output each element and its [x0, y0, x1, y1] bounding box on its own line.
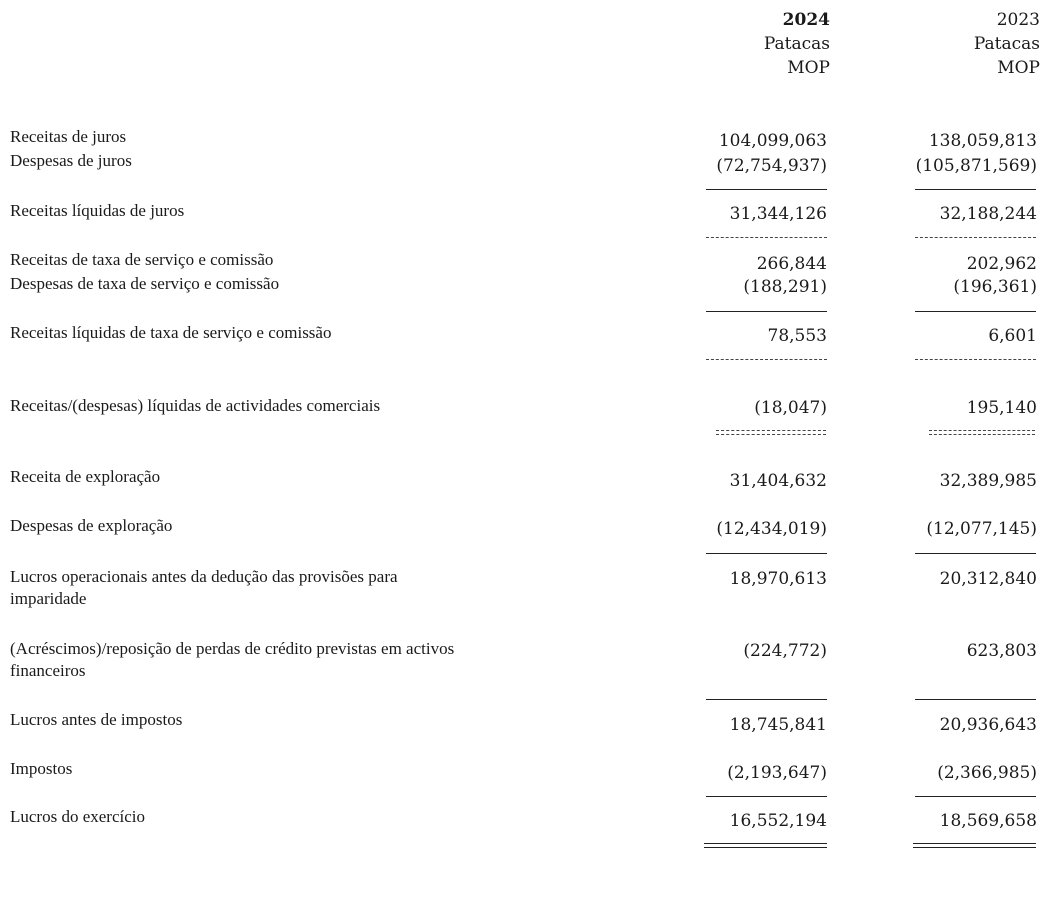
rule-solid: [915, 699, 1036, 700]
header-code-2024: MOP: [787, 58, 830, 78]
row-label-profit-before-tax: Lucros antes de impostos: [10, 710, 183, 729]
value-2024-profit-for-year: 16,552,194: [729, 811, 827, 831]
value-2024-operating-expense: (12,434,019): [716, 519, 827, 539]
value-2023-net-interest-income: 32,188,244: [939, 204, 1037, 224]
column-header-2023: [974, 8, 1040, 80]
value-2023-operating-income: 32,389,985: [939, 471, 1037, 491]
value-2023-net-trading-income: 195,140: [966, 398, 1037, 418]
rule-double-dashed: [716, 430, 826, 435]
row-label-operating-expense: Despesas de exploração: [10, 516, 173, 535]
value-2024-fee-income: 266,844: [756, 254, 827, 274]
value-2024-operating-income: 31,404,632: [729, 471, 827, 491]
value-2023-profit-for-year: 18,569,658: [939, 811, 1037, 831]
rule-double-solid: [913, 843, 1036, 848]
rule-double-solid: [704, 843, 827, 848]
value-2023-fee-expense: (196,361): [953, 277, 1037, 297]
row-label-net-trading-income: Receitas/(despesas) líquidas de actividades comerciais: [10, 396, 381, 415]
row-label-net-fee-income: Receitas líquidas de taxa de serviço e comissão: [10, 323, 332, 342]
rule-solid: [706, 553, 827, 554]
header-currency-2023: Patacas: [973, 34, 1040, 54]
row-label-taxes: Impostos: [10, 759, 73, 778]
value-2023-fee-income: 202,962: [966, 254, 1037, 274]
value-2024-operating-profit: 18,970,613: [729, 569, 827, 589]
value-2024-fee-expense: (188,291): [743, 277, 827, 297]
value-2023-net-fee-income: 6,601: [988, 326, 1037, 346]
value-2024-interest-expense: (72,754,937): [716, 156, 827, 176]
row-label-fee-income: Receitas de taxa de serviço e comissão: [10, 250, 274, 269]
row-label-fee-expense: Despesas de taxa de serviço e comissão: [10, 274, 280, 293]
rule-solid: [915, 311, 1036, 312]
row-label-interest-expense: Despesas de juros: [10, 151, 132, 170]
value-2023-operating-profit: 20,312,840: [939, 569, 1037, 589]
value-2024-credit-loss: (224,772): [743, 641, 827, 661]
column-header-2024: [764, 8, 830, 80]
rule-dashed: [915, 359, 1036, 360]
value-2024-profit-before-tax: 18,745,841: [729, 715, 827, 735]
header-code-2023: MOP: [997, 58, 1040, 78]
value-2024-interest-income: 104,099,063: [718, 131, 827, 151]
rule-solid: [915, 796, 1036, 797]
rule-double-dashed: [929, 430, 1035, 435]
value-2023-interest-income: 138,059,813: [928, 131, 1037, 151]
row-label-interest-income: Receitas de juros: [10, 127, 127, 146]
row-label-profit-for-year: Lucros do exercício: [10, 807, 145, 826]
value-2024-net-interest-income: 31,344,126: [729, 204, 827, 224]
header-currency-2024: Patacas: [763, 34, 830, 54]
rule-dashed: [706, 359, 827, 360]
rule-dashed: [706, 237, 827, 238]
row-label-net-interest-income: Receitas líquidas de juros: [10, 201, 185, 220]
value-2023-operating-expense: (12,077,145): [926, 519, 1037, 539]
rule-solid: [915, 189, 1036, 190]
rule-solid: [706, 796, 827, 797]
row-label-operating-profit-line2: imparidade: [10, 589, 87, 608]
rule-solid: [706, 189, 827, 190]
header-year-2024: 2024: [782, 10, 830, 30]
value-2023-profit-before-tax: 20,936,643: [939, 715, 1037, 735]
rule-dashed: [915, 237, 1036, 238]
header-year-2023: 2023: [996, 10, 1040, 30]
rule-solid: [706, 311, 827, 312]
value-2023-taxes: (2,366,985): [937, 763, 1037, 783]
value-2024-net-trading-income: (18,047): [754, 398, 827, 418]
value-2023-credit-loss: 623,803: [966, 641, 1037, 661]
value-2023-interest-expense: (105,871,569): [915, 156, 1037, 176]
value-2024-taxes: (2,193,647): [727, 763, 827, 783]
row-label-credit-loss-line1: (Acréscimos)/reposição de perdas de crédito previstas em activos: [10, 639, 455, 658]
row-label-operating-income: Receita de exploração: [10, 467, 161, 486]
row-label-credit-loss-line2: financeiros: [10, 661, 86, 680]
rule-solid: [706, 699, 827, 700]
rule-solid: [915, 553, 1036, 554]
value-2024-net-fee-income: 78,553: [767, 326, 827, 346]
row-label-operating-profit-line1: Lucros operacionais antes da dedução das provisões para: [10, 567, 398, 586]
